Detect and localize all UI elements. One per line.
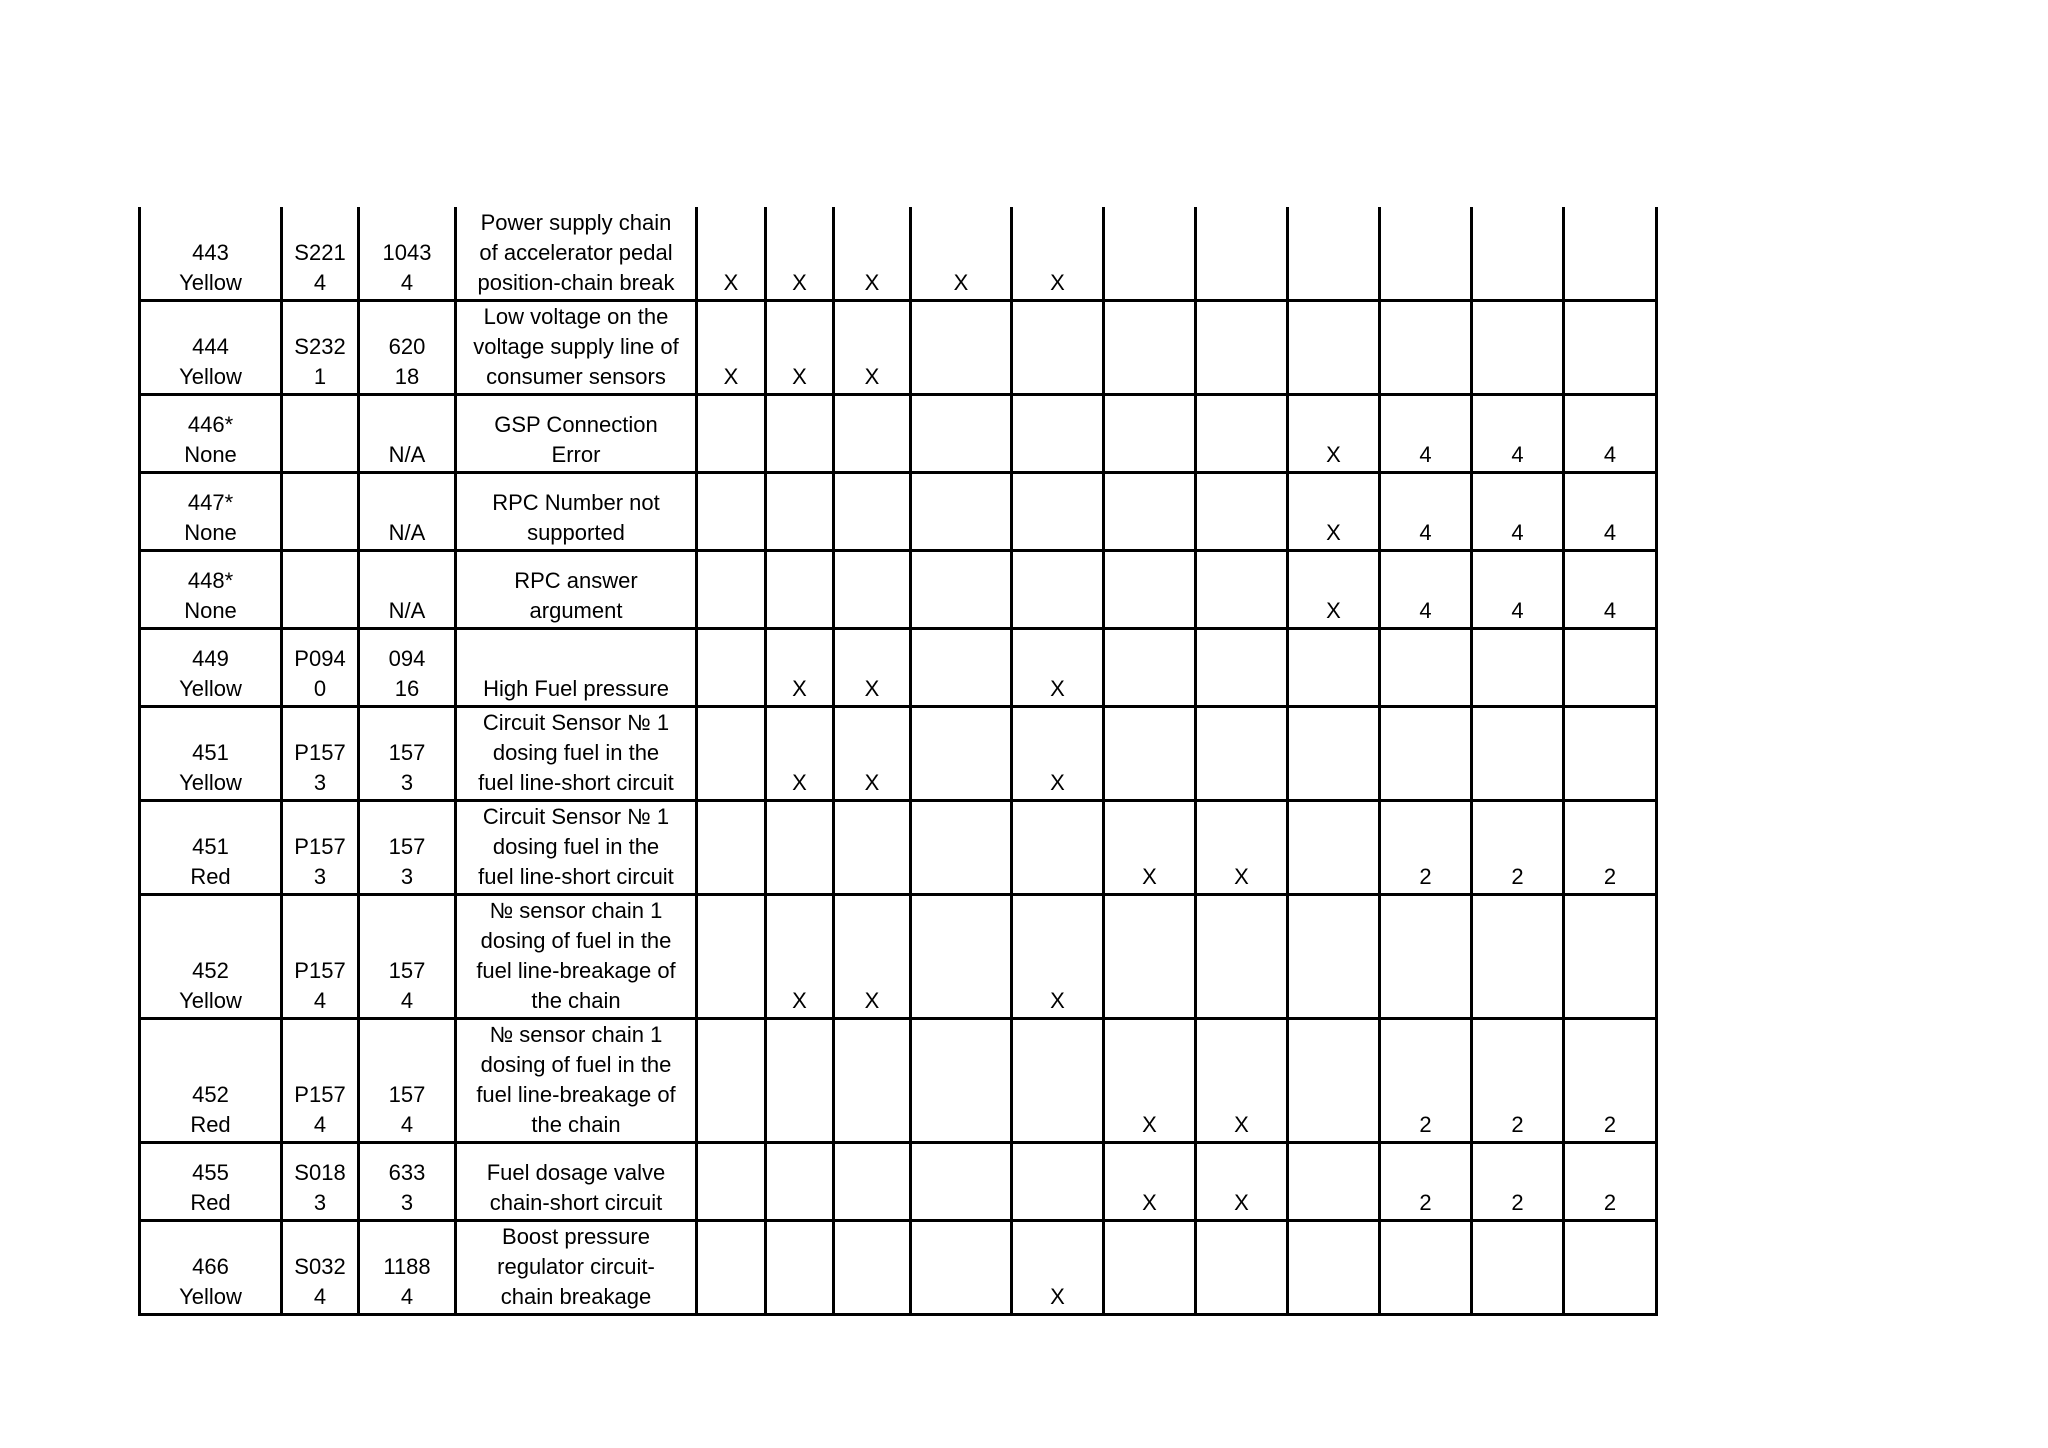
cell-flag-col-11: 2 [1564, 1018, 1657, 1142]
cell-fault-code: 452 Red [140, 1018, 282, 1142]
cell-flag-col-3: X [834, 300, 911, 394]
cell-flag-col-9: 4 [1380, 550, 1472, 628]
cell-flag-col-2: X [766, 894, 834, 1018]
cell-flag-col-11: 2 [1564, 1142, 1657, 1220]
cell-flag-col-7: X [1196, 1142, 1288, 1220]
cell-flag-col-10: 2 [1472, 1018, 1564, 1142]
cell-flag-col-6 [1104, 894, 1196, 1018]
cell-flag-col-4 [911, 1220, 1012, 1314]
cell-flag-col-1: X [697, 207, 766, 300]
cell-flag-col-10: 4 [1472, 550, 1564, 628]
cell-spn-code: N/A [359, 394, 456, 472]
cell-flag-col-10 [1472, 706, 1564, 800]
cell-fault-code: 452 Yellow [140, 894, 282, 1018]
cell-flag-col-10 [1472, 628, 1564, 706]
cell-flag-col-6 [1104, 472, 1196, 550]
cell-spn-code: 157 4 [359, 894, 456, 1018]
cell-flag-col-11: 4 [1564, 472, 1657, 550]
cell-flag-col-10: 4 [1472, 394, 1564, 472]
cell-flag-col-6 [1104, 394, 1196, 472]
cell-sid-code: S221 4 [282, 207, 359, 300]
cell-flag-col-2: X [766, 207, 834, 300]
cell-flag-col-11: 4 [1564, 394, 1657, 472]
cell-flag-col-1 [697, 1018, 766, 1142]
table-row [140, 1220, 1657, 1314]
cell-flag-col-1 [697, 472, 766, 550]
cell-flag-col-10: 4 [1472, 472, 1564, 550]
cell-flag-col-5 [1012, 550, 1104, 628]
cell-flag-col-4 [911, 1142, 1012, 1220]
cell-flag-col-5: X [1012, 706, 1104, 800]
fault-code-table [138, 207, 1658, 1316]
cell-spn-code: 620 18 [359, 300, 456, 394]
cell-flag-col-10 [1472, 894, 1564, 1018]
cell-flag-col-4 [911, 394, 1012, 472]
cell-flag-col-2 [766, 800, 834, 894]
cell-flag-col-11: 4 [1564, 550, 1657, 628]
cell-flag-col-8: X [1288, 472, 1380, 550]
cell-description: High Fuel pressure [456, 628, 697, 706]
cell-flag-col-7 [1196, 706, 1288, 800]
cell-sid-code: P157 4 [282, 894, 359, 1018]
cell-flag-col-6 [1104, 706, 1196, 800]
cell-flag-col-3 [834, 394, 911, 472]
table-row [140, 472, 1657, 550]
cell-flag-col-8 [1288, 1018, 1380, 1142]
cell-flag-col-5: X [1012, 894, 1104, 1018]
cell-flag-col-9 [1380, 207, 1472, 300]
cell-description: Power supply chain of accelerator pedal position-chain break [456, 207, 697, 300]
cell-fault-code: 443 Yellow [140, 207, 282, 300]
cell-flag-col-3 [834, 1142, 911, 1220]
cell-flag-col-8 [1288, 1142, 1380, 1220]
cell-flag-col-11 [1564, 894, 1657, 1018]
cell-spn-code: 1043 4 [359, 207, 456, 300]
cell-fault-code: 455 Red [140, 1142, 282, 1220]
cell-flag-col-2 [766, 472, 834, 550]
cell-flag-col-1 [697, 894, 766, 1018]
cell-flag-col-6: X [1104, 1142, 1196, 1220]
cell-flag-col-9: 4 [1380, 472, 1472, 550]
cell-flag-col-8 [1288, 628, 1380, 706]
cell-flag-col-7 [1196, 550, 1288, 628]
cell-flag-col-4 [911, 894, 1012, 1018]
cell-fault-code: 444 Yellow [140, 300, 282, 394]
table-row [140, 1018, 1657, 1142]
cell-flag-col-8 [1288, 894, 1380, 1018]
cell-flag-col-5 [1012, 300, 1104, 394]
cell-flag-col-10 [1472, 1220, 1564, 1314]
table-row [140, 550, 1657, 628]
cell-sid-code [282, 550, 359, 628]
cell-sid-code: P157 3 [282, 706, 359, 800]
cell-flag-col-2 [766, 1018, 834, 1142]
cell-flag-col-1 [697, 550, 766, 628]
cell-description: № sensor chain 1 dosing of fuel in the fuel line-breakage of the chain [456, 894, 697, 1018]
cell-flag-col-2 [766, 1142, 834, 1220]
cell-description: № sensor chain 1 dosing of fuel in the fuel line-breakage of the chain [456, 1018, 697, 1142]
cell-spn-code: N/A [359, 550, 456, 628]
cell-flag-col-11 [1564, 628, 1657, 706]
cell-flag-col-8: X [1288, 394, 1380, 472]
cell-flag-col-8 [1288, 800, 1380, 894]
cell-flag-col-6: X [1104, 800, 1196, 894]
cell-flag-col-4 [911, 706, 1012, 800]
cell-flag-col-11: 2 [1564, 800, 1657, 894]
cell-flag-col-3: X [834, 706, 911, 800]
cell-flag-col-2 [766, 550, 834, 628]
cell-flag-col-11 [1564, 1220, 1657, 1314]
cell-flag-col-7 [1196, 1220, 1288, 1314]
cell-description: Boost pressure regulator circuit- chain breakage [456, 1220, 697, 1314]
cell-flag-col-8 [1288, 300, 1380, 394]
cell-flag-col-3: X [834, 628, 911, 706]
cell-flag-col-6 [1104, 207, 1196, 300]
cell-flag-col-3 [834, 1220, 911, 1314]
cell-flag-col-4: X [911, 207, 1012, 300]
cell-flag-col-5: X [1012, 628, 1104, 706]
cell-spn-code: 157 4 [359, 1018, 456, 1142]
cell-flag-col-1 [697, 1142, 766, 1220]
cell-flag-col-5 [1012, 394, 1104, 472]
cell-flag-col-11 [1564, 207, 1657, 300]
cell-flag-col-9 [1380, 894, 1472, 1018]
cell-fault-code: 451 Yellow [140, 706, 282, 800]
cell-spn-code: N/A [359, 472, 456, 550]
cell-flag-col-1 [697, 628, 766, 706]
cell-spn-code: 633 3 [359, 1142, 456, 1220]
cell-spn-code: 1188 4 [359, 1220, 456, 1314]
table-row [140, 1142, 1657, 1220]
cell-flag-col-4 [911, 472, 1012, 550]
cell-fault-code: 447* None [140, 472, 282, 550]
cell-flag-col-10 [1472, 300, 1564, 394]
cell-flag-col-4 [911, 628, 1012, 706]
cell-flag-col-9: 2 [1380, 800, 1472, 894]
cell-spn-code: 157 3 [359, 800, 456, 894]
table-row [140, 800, 1657, 894]
cell-sid-code [282, 394, 359, 472]
cell-flag-col-5 [1012, 1142, 1104, 1220]
cell-flag-col-6 [1104, 628, 1196, 706]
cell-flag-col-3 [834, 472, 911, 550]
table-row [140, 706, 1657, 800]
cell-flag-col-1: X [697, 300, 766, 394]
cell-flag-col-10: 2 [1472, 800, 1564, 894]
cell-sid-code: P094 0 [282, 628, 359, 706]
cell-flag-col-7: X [1196, 800, 1288, 894]
cell-flag-col-8 [1288, 207, 1380, 300]
cell-flag-col-6 [1104, 550, 1196, 628]
cell-flag-col-7 [1196, 472, 1288, 550]
cell-flag-col-7 [1196, 300, 1288, 394]
table-row [140, 628, 1657, 706]
cell-flag-col-2 [766, 1220, 834, 1314]
cell-fault-code: 446* None [140, 394, 282, 472]
cell-flag-col-1 [697, 800, 766, 894]
cell-flag-col-2 [766, 394, 834, 472]
cell-flag-col-1 [697, 706, 766, 800]
cell-spn-code: 157 3 [359, 706, 456, 800]
cell-description: Low voltage on the voltage supply line of consumer sensors [456, 300, 697, 394]
cell-flag-col-4 [911, 300, 1012, 394]
cell-flag-col-6: X [1104, 1018, 1196, 1142]
cell-flag-col-2: X [766, 300, 834, 394]
cell-sid-code [282, 472, 359, 550]
cell-description: Circuit Sensor № 1 dosing fuel in the fuel line-short circuit [456, 706, 697, 800]
cell-flag-col-9: 4 [1380, 394, 1472, 472]
cell-flag-col-3: X [834, 207, 911, 300]
cell-flag-col-8 [1288, 1220, 1380, 1314]
cell-description: GSP Connection Error [456, 394, 697, 472]
cell-flag-col-9: 2 [1380, 1142, 1472, 1220]
cell-flag-col-4 [911, 550, 1012, 628]
cell-flag-col-9 [1380, 1220, 1472, 1314]
cell-flag-col-3 [834, 800, 911, 894]
cell-flag-col-3 [834, 1018, 911, 1142]
cell-flag-col-8 [1288, 706, 1380, 800]
cell-fault-code: 449 Yellow [140, 628, 282, 706]
cell-flag-col-3 [834, 550, 911, 628]
table-row [140, 394, 1657, 472]
cell-description: RPC Number not supported [456, 472, 697, 550]
cell-sid-code: S018 3 [282, 1142, 359, 1220]
cell-flag-col-11 [1564, 300, 1657, 394]
cell-fault-code: 466 Yellow [140, 1220, 282, 1314]
cell-flag-col-7 [1196, 207, 1288, 300]
cell-spn-code: 094 16 [359, 628, 456, 706]
cell-flag-col-6 [1104, 300, 1196, 394]
cell-flag-col-9 [1380, 628, 1472, 706]
cell-flag-col-4 [911, 800, 1012, 894]
cell-flag-col-8: X [1288, 550, 1380, 628]
cell-flag-col-5 [1012, 800, 1104, 894]
cell-flag-col-2: X [766, 706, 834, 800]
cell-flag-col-7: X [1196, 1018, 1288, 1142]
cell-flag-col-7 [1196, 394, 1288, 472]
cell-flag-col-9 [1380, 706, 1472, 800]
table-row [140, 300, 1657, 394]
cell-fault-code: 448* None [140, 550, 282, 628]
cell-flag-col-1 [697, 394, 766, 472]
cell-sid-code: S032 4 [282, 1220, 359, 1314]
cell-flag-col-11 [1564, 706, 1657, 800]
cell-flag-col-10 [1472, 207, 1564, 300]
cell-flag-col-3: X [834, 894, 911, 1018]
cell-sid-code: P157 3 [282, 800, 359, 894]
table-row [140, 894, 1657, 1018]
cell-flag-col-5: X [1012, 207, 1104, 300]
cell-fault-code: 451 Red [140, 800, 282, 894]
cell-flag-col-5 [1012, 472, 1104, 550]
table-row [140, 207, 1657, 300]
cell-flag-col-1 [697, 1220, 766, 1314]
cell-flag-col-5 [1012, 1018, 1104, 1142]
cell-flag-col-9: 2 [1380, 1018, 1472, 1142]
cell-sid-code: S232 1 [282, 300, 359, 394]
cell-flag-col-7 [1196, 894, 1288, 1018]
cell-flag-col-6 [1104, 1220, 1196, 1314]
cell-flag-col-2: X [766, 628, 834, 706]
cell-flag-col-7 [1196, 628, 1288, 706]
cell-description: Fuel dosage valve chain-short circuit [456, 1142, 697, 1220]
table-body [140, 207, 1657, 1314]
cell-flag-col-4 [911, 1018, 1012, 1142]
cell-flag-col-5: X [1012, 1220, 1104, 1314]
cell-description: RPC answer argument [456, 550, 697, 628]
cell-sid-code: P157 4 [282, 1018, 359, 1142]
cell-flag-col-10: 2 [1472, 1142, 1564, 1220]
cell-description: Circuit Sensor № 1 dosing fuel in the fuel line-short circuit [456, 800, 697, 894]
cell-flag-col-9 [1380, 300, 1472, 394]
